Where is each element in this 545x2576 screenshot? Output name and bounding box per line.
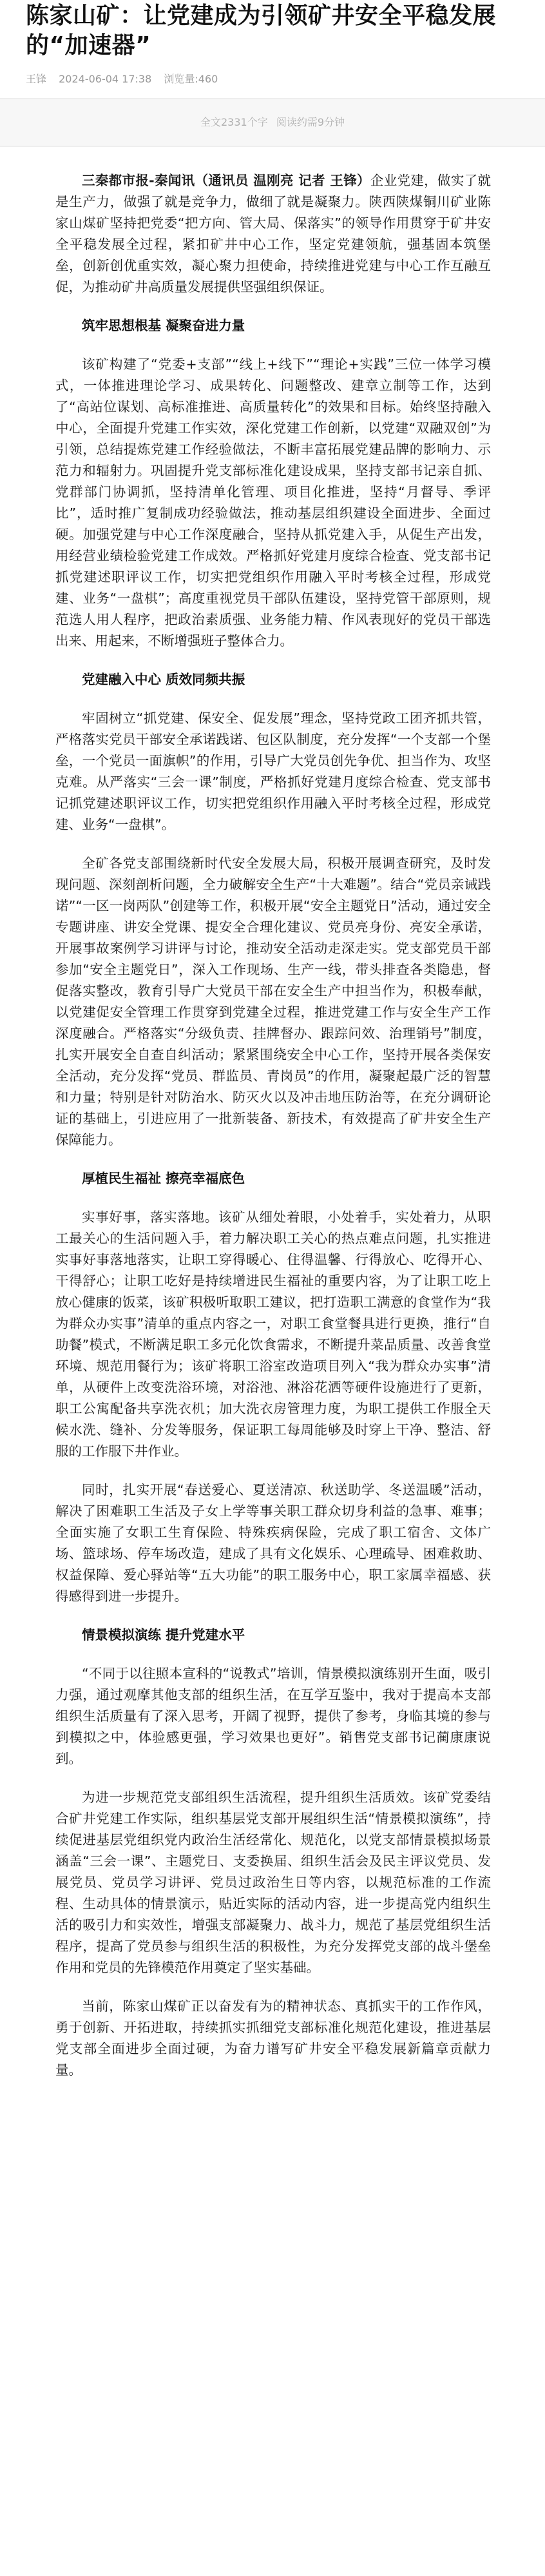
section-heading-3: 厚植民生福祉 擦亮幸福底色 [82,1171,245,1186]
read-time: 阅读约需9分钟 [276,116,345,128]
paragraph: 为进一步规范党支部组织生活流程，提升组织生活质效。该矿党委结合矿井党建工作实际，组织基层党支部开展组织生活“情景模拟演练”，持续促进基层党组织党内政治生活经常化、规范化，以党支部情景模拟场景涵盖“三会一课”、主题党日、支委换届、组织生活会及民主评议党员、发展党员、党员学习讲评、党员过政治生日等内容，以规范标准的工作流程、生动具体的情景演示，贴近实际的活动内容，进一步提高党内组织生活的吸引力和实效性，增强支部凝聚力、战斗力，规范了基层党组织生活程序，提高了党员参与组织生活的积极性，为充分发挥党支部的战斗堡垒作用和党员的先锋模范作用奠定了坚实基础。 [55,1790,491,1975]
view-count: 浏览量:460 [164,73,218,85]
paragraph: 牢固树立“抓党建、保安全、促发展”理念，坚持党政工团齐抓共管，严格落实党员干部安全承诺践诺、包区队制度，充分发挥“一个支部一个堡垒，一个党员一面旗帜”的作用，引导广大党员创先争优、担当作为、攻坚克难。从严落实“三会一课”制度，严格抓好党建月度综合检查、党支部书记抓党建述职评议工作，切实把党组织作用融入平时考核全过程，形成党建、业务“一盘棋”。 [55,710,491,832]
paragraph: 同时，扎实开展“春送爱心、夏送清凉、秋送助学、冬送温暖”活动，解决了困难职工生活及子女上学等事关职工群众切身利益的急事、难事；全面实施了女职工生育保险、特殊疾病保险，完成了职工宿舍、文体广场、篮球场、停车场改造，建成了具有文化娱乐、心理疏导、困难救助、权益保障、爱心驿站等“五大功能”的职工服务中心，职工家属幸福感、获得感得到进一步提升。 [55,1482,491,1604]
word-count: 全文2331个字 [200,116,268,128]
divider-bottom [0,146,545,147]
article-body [55,170,491,2098]
paragraph: 该矿构建了“党委+支部”“线上+线下”“理论+实践”三位一体学习模式，一体推进理论学习、成果转化、问题整改、建章立制等工作，达到了“高站位谋划、高标准推进、高质量转化”的效果和目标。始终坚持融入中心，全面提升党建工作实效，深化党建工作创新，以党建“双融双创”为引领，总结提炼党建工作经验做法，不断丰富拓展党建品牌的影响力、示范力和辐射力。巩固提升党支部标准化建设成果，坚持支部书记亲自抓、党群部门协调抓，坚持清单化管理、项目化推进，坚持“月督导、季评比”，适时推广复制成功经验做法，推动基层组织建设全面进步、全面过硬。加强党建与中心工作深度融合，坚持从抓党建入手，从促生产出发，用经营业绩检验党建工作成效。严格抓好党建月度综合检查、党支部书记抓党建述职评议工作，切实把党组织作用融入平时考核全过程，形成党建、业务“一盘棋”；高度重视党员干部队伍建设，坚持党管干部原则，规范选人用人程序，把政治素质强、业务能力精、作风表现好的党员干部选出来、用起来，不断增强班子整体合力。 [55,356,491,649]
article-title: 陈家山矿：让党建成为引领矿井安全平稳发展的“加速器” [26,3,497,59]
paragraph: 实事好事，落实落地。该矿从细处着眼，小处着手，实处着力，从职工最关心的生活问题入手，着力解决职工关心的热点难点问题，扎实推进实事好事落地落实，让职工穿得暖心、住得温馨、行得放心、吃得开心、干得舒心；让职工吃好是持续增进民生福祉的重要内容，为了让职工吃上放心健康的饭菜，该矿积极听取职工建议，把打造职工满意的食堂作为“我为群众办实事”清单的重点内容之一，对职工食堂餐具进行更换，推行“自助餐”模式，不断满足职工多元化饮食需求，不断提升菜品质量、改善食堂环境、规范用餐行为；该矿将职工浴室改造项目列入“我为群众办实事”清单，从硬件上改变洗浴环境，对浴池、淋浴花洒等硬件设施进行了更新，职工公寓配备共享洗衣机；加大洗衣房管理力度，为职工提供工作服全天候水洗、缝补、分发等服务，保证职工每周能够及时穿上干净、整洁、舒服的工作服下井作业。 [55,1209,491,1459]
lead-text: 企业党建，做实了就是生产力，做强了就是竞争力，做细了就是凝聚力。陕西陕煤铜川矿业陈家山煤矿坚持把党委“把方向、管大局、保落实”的领导作用贯穿于矿井安全平稳发展全过程，紧扣矿井中心工作，坚定党建领航，强基固本筑堡垒，创新创优重实效，凝心聚力担使命，持续推进党建与中心工作互融互促，为推动矿井高质量发展提供坚强组织保证。 [55,173,492,295]
section-heading-1: 筑牢思想根基 凝聚奋进力量 [82,318,245,333]
paragraph: “不同于以往照本宣科的“说教式”培训，情景模拟演练别开生面，吸引力强，通过观摩其他支部的组织生活，在互学互鉴中，我对于提高本支部组织生活质量有了深入思考，开阔了视野，提供了参考，身临其境的参与到模拟之中，体验感更强，学习效果也更好”。销售党支部书记蔺康康说到。 [55,1666,491,1766]
reading-info-bar [0,99,545,146]
lead-source: 三秦都市报-秦闻讯（通讯员 温刚亮 记者 王锋） [82,173,370,188]
paragraph: 全矿各党支部围绕新时代安全发展大局，积极开展调查研究，及时发现问题、深刻剖析问题，全力破解安全生产“十大难题”。结合“党员亲诫践诺”“一区一岗两队”创建等工作，积极开展“安全主题党日”活动，通过安全专题讲座、讲安全党课、提安全合理化建议、党员亮身份、亮安全承诺，开展事故案例学习讲评与讨论，推动安全活动走深走实。党支部党员干部参加“安全主题党日”，深入工作现场、生产一线，带头排查各类隐患，督促落实整改，教育引导广大党员干部在安全生产中担当作为，积极奉献，以党建促安全管理工作贯穿到党建全过程，推进党建工作与安全生产工作深度融合。严格落实“分级负责、挂牌督办、跟踪问效、治理销号”制度，扎实开展安全自查自纠活动；紧紧围绕安全中心工作，坚持开展各类保安全活动，充分发挥“党员、群监员、青岗员”的作用，凝聚起最广泛的智慧和力量；特别是针对防治水、防灭火以及冲击地压防治等，在充分调研论证的基础上，引进应用了一批新装备、新技术，有效提高了矿井安全生产保障能力。 [55,855,491,1147]
article-meta [26,72,227,86]
section-heading-4: 情景模拟演练 提升党建水平 [82,1627,245,1643]
paragraph: 当前，陈家山煤矿正以奋发有为的精神状态、真抓实干的工作作风，勇于创新、开拓进取，持续抓实抓细党支部标准化规范化建设，推进基层党支部全面进步全面过硬，为奋力谱写矿井安全平稳发展新篇章贡献力量。 [55,1998,491,2078]
section-heading-2: 党建融入中心 质效同频共振 [82,672,245,687]
publish-datetime: 2024-06-04 17:38 [59,73,152,85]
author-name: 王锋 [26,73,47,85]
lead-paragraph [55,170,491,298]
